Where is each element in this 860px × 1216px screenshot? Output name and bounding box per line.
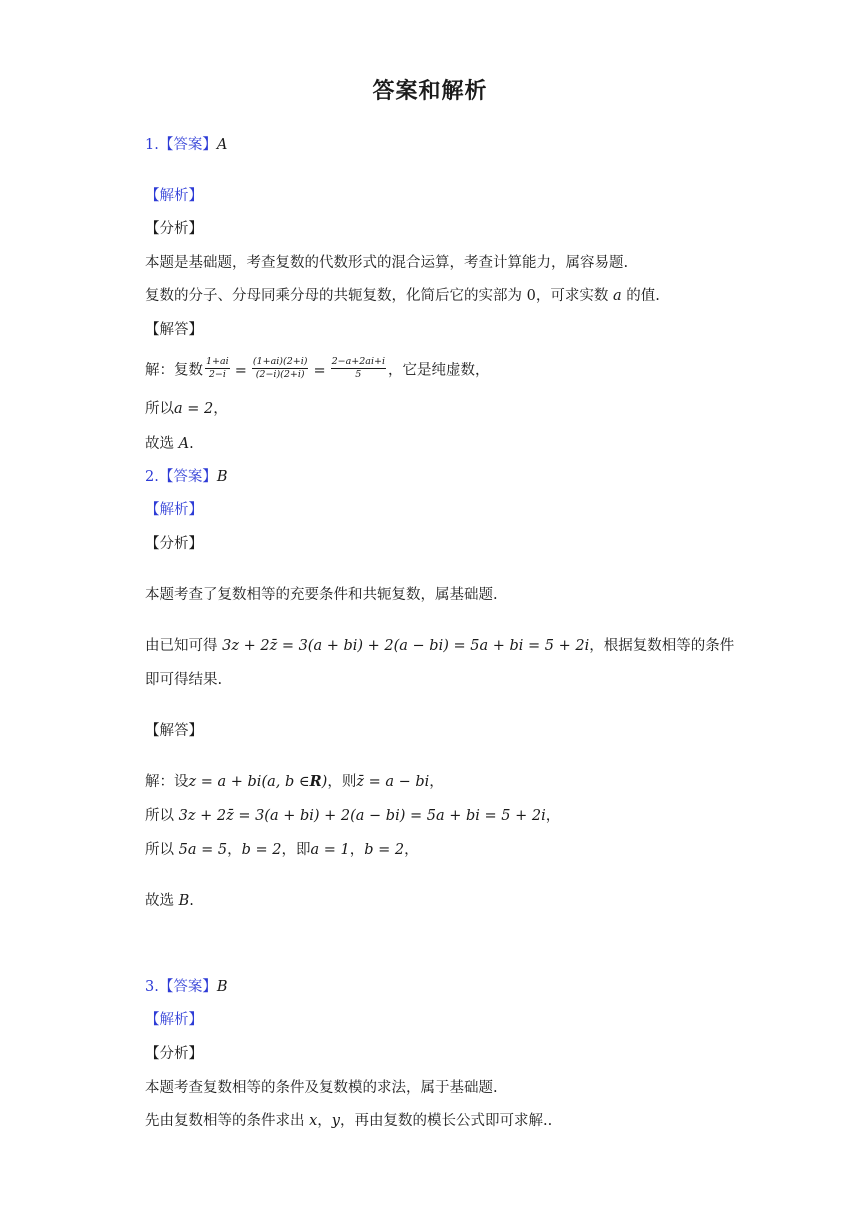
q1-number: 1.	[145, 137, 159, 153]
q3-fenxi: 【分析】	[145, 1046, 203, 1062]
q3-answer: B	[216, 979, 228, 995]
q2-choose-suffix: .	[189, 893, 194, 909]
q2-sol1-mid: ，则	[327, 774, 357, 790]
q2-choose-prefix: 故选	[145, 893, 179, 909]
q2-sol1-suffix: ，	[429, 774, 444, 790]
q3-analysis-sep: ，	[317, 1113, 332, 1129]
q1-choose-prefix: 故选	[145, 436, 179, 452]
q1-so-prefix: 所以	[145, 401, 174, 417]
q1-solution-line	[145, 358, 489, 383]
q1-jiexi: 【解析】	[145, 188, 203, 204]
q1-jieda: 【解答】	[145, 322, 203, 338]
q1-fraction-3	[331, 356, 386, 381]
q2-sol3-math2: b = 2	[241, 842, 282, 858]
q2-sol-line-3	[145, 840, 419, 860]
q2-sol3-math1: 5a = 5	[178, 842, 228, 858]
q2-sol1-R: R	[309, 773, 322, 790]
q2-sol3-math4: b = 2	[364, 842, 405, 858]
q2-sol3-prefix: 所以	[145, 842, 179, 858]
q1-fenxi: 【分析】	[145, 221, 203, 237]
q1-analysis-1: 本题是基础题，考查复数的代数形式的混合运算，考查计算能力，属容易题.	[145, 255, 629, 271]
q2-sol1-prefix: 解：设	[145, 774, 189, 790]
q2-jiexi: 【解析】	[145, 502, 203, 518]
q1-f3-den: 5	[355, 369, 362, 380]
q1-fraction-2	[252, 356, 309, 381]
q1-eq-2: =	[313, 362, 326, 379]
q3-analysis-2b: ，再由复数的模长公式即可求解..	[340, 1113, 553, 1129]
q1-analysis-2b: 的值.	[621, 288, 660, 304]
q1-analysis-2	[145, 286, 660, 306]
q1-choose-suffix: .	[189, 436, 194, 452]
q2-sol2-prefix: 所以	[145, 808, 179, 824]
q3-analysis-2a: 先由复数相等的条件求出	[145, 1113, 310, 1129]
q2-sol3-math3: a = 1	[310, 842, 350, 858]
q2-analysis-2b: ，根据复数相等的条件	[589, 638, 735, 654]
q2-sol3-mid: ，即	[281, 842, 311, 858]
q2-choose-answer: B	[178, 893, 190, 909]
q2-choose-line	[145, 891, 194, 911]
q1-answer: A	[216, 137, 228, 153]
q3-analysis-y: y	[331, 1113, 340, 1129]
q3-number: 3.	[145, 979, 159, 995]
q1-sol-prefix: 解：复数	[145, 362, 203, 379]
q2-analysis-math: 3z + 2z̄ = 3(a + bi) + 2(a − bi) = 5a + bi = 5 + 2i	[222, 638, 590, 654]
q3-answer-line	[145, 977, 228, 997]
q2-analysis-3: 即可得结果.	[145, 672, 223, 688]
q2-number: 2.	[145, 469, 159, 485]
q1-f2-num: (1+ai)(2+i)	[252, 356, 308, 367]
q2-sol2-suffix: ，	[545, 808, 561, 824]
q1-so-suffix: ，	[213, 401, 228, 417]
q2-sol-line-2	[145, 806, 560, 826]
q2-jieda: 【解答】	[145, 723, 203, 739]
page-title: 答案和解析	[372, 79, 488, 104]
q3-answer-tag: 【答案】	[158, 979, 217, 995]
q2-analysis-2	[145, 636, 734, 656]
q1-so-math: a = 2	[174, 401, 214, 417]
q1-fraction-1	[205, 356, 230, 381]
q2-fenxi: 【分析】	[145, 536, 203, 552]
q1-analysis-var: a	[612, 288, 622, 304]
q2-answer-line	[145, 467, 228, 487]
q1-so-line	[145, 399, 228, 419]
q2-sol3-sep2: ，	[349, 842, 365, 858]
q1-sol-suffix: ，它是纯虚数，	[387, 362, 490, 379]
q2-sol-line-1	[145, 772, 444, 792]
q1-f3-num: 2−a+2ai+i	[331, 356, 385, 367]
q3-analysis-x: x	[309, 1113, 318, 1129]
q2-sol3-suffix: ，	[404, 842, 419, 858]
q2-sol2-math: 3z + 2z̄ = 3(a + bi) + 2(a − bi) = 5a + bi = 5 + 2i	[178, 808, 546, 824]
q3-analysis-1: 本题考查复数相等的条件及复数模的求法，属于基础题.	[145, 1080, 498, 1096]
q2-analysis-1: 本题考查了复数相等的充要条件和共轭复数，属基础题.	[145, 587, 498, 603]
q2-sol3-sep1: ，	[227, 842, 242, 858]
q1-f2-den: (2−i)(2+i)	[255, 369, 305, 380]
q1-analysis-2a: 复数的分子、分母同乘分母的共轭复数，化简后它的实部为 0，可求实数	[145, 288, 613, 304]
q2-answer-tag: 【答案】	[158, 469, 217, 485]
q1-choose-line	[145, 434, 194, 454]
q1-f1-num: 1+ai	[206, 356, 229, 367]
q2-sol1-math1-end: )	[321, 774, 328, 790]
q2-sol1-math2: z̄ = a − bi	[356, 774, 430, 790]
q1-f1-den: 2−i	[208, 369, 226, 380]
q1-answer-tag: 【答案】	[158, 137, 217, 153]
q2-answer: B	[216, 469, 228, 485]
q1-answer-line	[145, 135, 227, 155]
q3-jiexi: 【解析】	[145, 1012, 203, 1028]
q1-choose-answer: A	[178, 436, 190, 452]
q1-eq-1: =	[234, 362, 247, 379]
q3-analysis-2	[145, 1111, 552, 1131]
q2-analysis-2a: 由已知可得	[145, 638, 223, 654]
q2-sol1-math1: z = a + bi(a, b ∈	[188, 774, 310, 790]
